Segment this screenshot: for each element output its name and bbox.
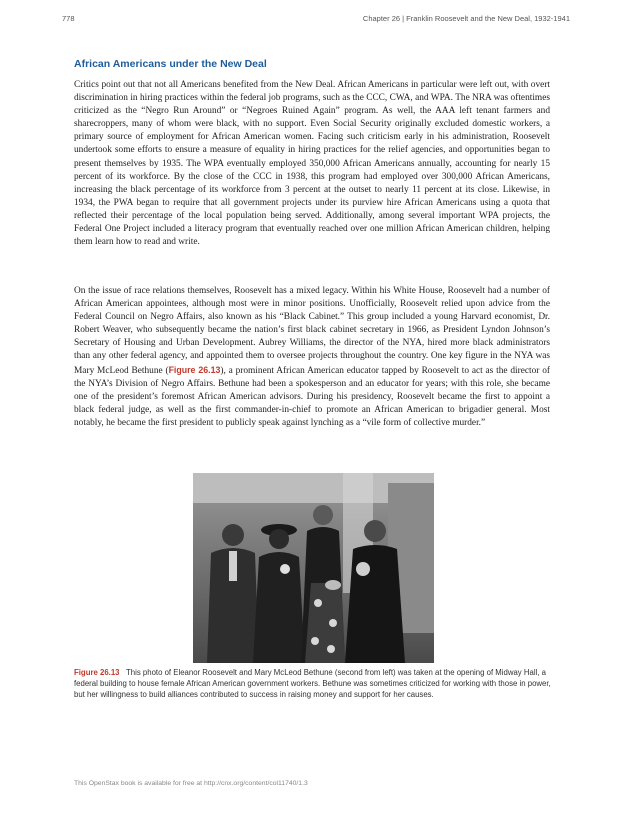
page-header — [62, 14, 570, 28]
figure-caption — [74, 667, 552, 700]
figure-caption-text: This photo of Eleanor Roosevelt and Mary McLeod Bethune (second from left) was taken at the opening of Midway Hall, a federal building to house female African American government workers. Bethune was sometimes criticized for working with those in power, but her willingness to build alliances contributed to success in raising money and support for her causes. — [74, 668, 551, 699]
paragraph-2-text-a: On the issue of race relations themselves, Roosevelt has a mixed legacy. Within his White House, Roosevelt had a number of African American appointees, although most were in minor positions. Unofficially, Roosevelt relied upon advice from the Federal Council on Negro Affairs, also known as his “Black Cabinet.” This group included a young Harvard economist, Dr. Robert Weaver, who subsequently became the nation’s first black cabinet secretary in 1966, as President Lyndon Johnson’s Secretary of Housing and Urban Development. Aubrey Williams, the director of the NYA, hired more black administrators than any other federal agency, and appointed them to oversee projects throughout the country. One key figure in the NYA was Mary McLeod Bethune ( — [74, 286, 550, 376]
chapter-title: Chapter 26 | Franklin Roosevelt and the New Deal, 1932-1941 — [362, 14, 570, 23]
page-number: 778 — [62, 14, 75, 23]
section-title: African Americans under the New Deal — [74, 58, 267, 70]
paragraph-1: Critics point out that not all Americans benefited from the New Deal. African Americans in particular were left out, with overt discrimination in hiring practices within the federal job programs, such as the CCC, CWA, and WPA. The NRA was oftentimes criticized as the “Negro Run Around” or “Negroes Ruined Again” program. As well, the AAA left tenant farmers and sharecroppers, many of whom were black, with no support. Even Social Security originally excluded domestic workers, a primary source of employment for African American women. Facing such criticism early in his administration, Roosevelt undertook some efforts to ensure a measure of equality in hiring practices for the relief agencies, and opportunities began to present themselves by 1935. The WPA eventually employed 350,000 African Americans annually, accounting for nearly 15 percent of its workforce. By the close of the CCC in 1938, this program had employed over 300,000 African Americans, increasing the black percentage of its workforce from 3 percent at the outset to nearly 11 percent at its close. Likewise, in 1934, the PWA began to require that all government projects under its purview hire African Americans using a quota that reflected their percentage of the local population being served. Additionally, among several important WPA projects, the Federal One Project included a literacy program that eventually reached over one million African American children, helping them learn how to read and write. — [74, 80, 550, 248]
paragraph-2 — [74, 285, 550, 430]
paragraph-2-text-b: ), a prominent African American educator tapped by Roosevelt to act as the director of the NYA’s Division of Negro Affairs. Bethune had been a spokesperson and an educator for years; with this role, she became one of the president’s foremost African American advisors. During his presidency, Roosevelt became the first to appoint a black federal judge, as well as the first commander-in-chief to promote an African American to brigadier general. Most notably, he became the first president to publicly speak against lynching as a “vile form of collective murder.” — [74, 365, 550, 428]
page-footer: This OpenStax book is available for free at http://cnx.org/content/col11740/1.3 — [74, 780, 308, 787]
figure-number: Figure 26.13 — [74, 668, 120, 677]
figure-reference-link[interactable]: Figure 26.13 — [168, 364, 221, 375]
historical-photo — [193, 473, 434, 663]
